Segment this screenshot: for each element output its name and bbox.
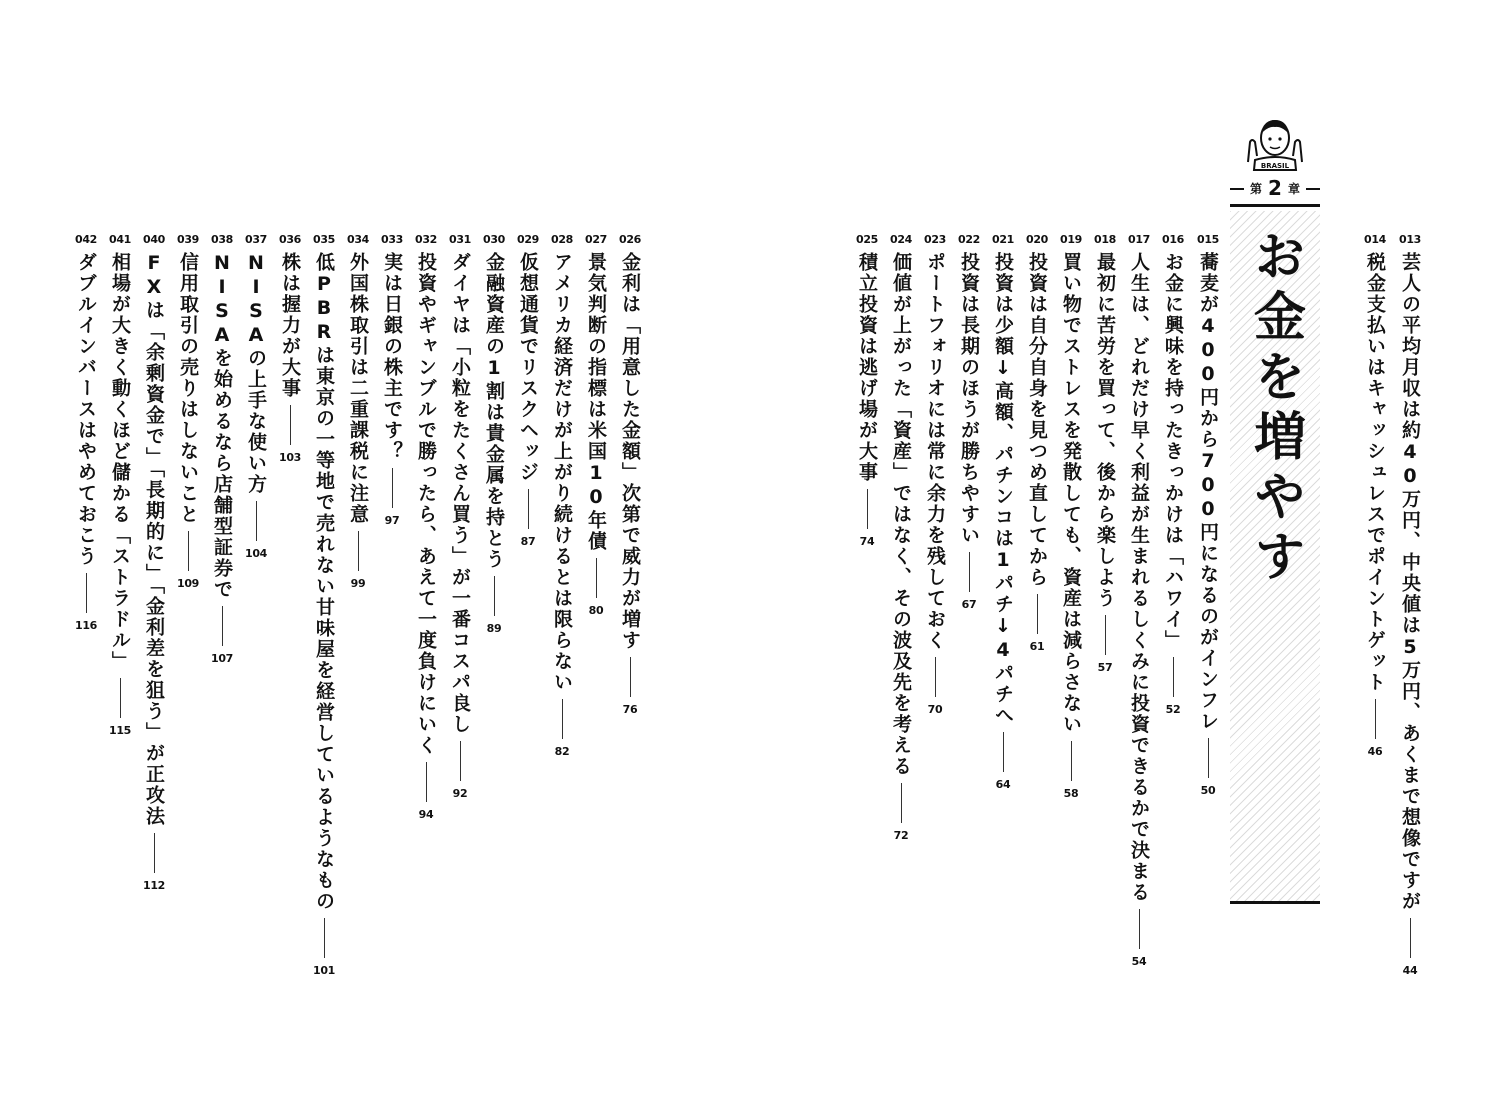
entry-title: 金利は「用意した金額」次第で威力が増す (619, 252, 641, 651)
entry-number: 026 (618, 233, 642, 246)
entry-page: 104 (244, 547, 268, 560)
toc-entry[interactable] (1193, 232, 1223, 797)
toc-entry[interactable] (1360, 232, 1390, 758)
entry-number: 035 (312, 233, 336, 246)
entry-title: 価値が上がった「資産」ではなく、その波及先を考える (890, 252, 912, 777)
leader-line (1003, 732, 1004, 772)
entry-title: 投資は少額↓高額、パチンコは1パチ↓4パチへ (992, 252, 1014, 726)
brasil-badge-text: BRASIL (1260, 162, 1290, 170)
entry-number: 027 (584, 233, 608, 246)
toc-entry[interactable] (377, 232, 407, 527)
chapter-bottom-rule (1230, 901, 1320, 904)
entry-title: ダイヤは「小粒をたくさん買う」が一番コスパ良し (449, 252, 471, 735)
entry-page: 92 (452, 787, 468, 800)
leader-line (969, 552, 970, 592)
toc-entry[interactable] (513, 232, 543, 548)
leader-line (256, 501, 257, 541)
entry-page: 87 (520, 535, 536, 548)
leader-line (426, 762, 427, 802)
chapter-number-line (1230, 178, 1320, 198)
entry-title: 株は握力が大事 (279, 252, 301, 399)
entry-page: 54 (1131, 955, 1147, 968)
entry-number: 015 (1196, 233, 1220, 246)
entry-title: 景気判断の指標は米国10年債 (585, 252, 607, 552)
leader-line (188, 531, 189, 571)
leader-line (630, 657, 631, 697)
chapter-label-suffix: 章 (1287, 181, 1300, 196)
leader-line (1037, 594, 1038, 634)
leader-line (528, 489, 529, 529)
entry-title: 外国株取引は二重課税に注意 (347, 252, 369, 525)
entry-number: 041 (108, 233, 132, 246)
entry-page: 72 (893, 829, 909, 842)
leader-line (290, 405, 291, 445)
entry-page: 44 (1402, 964, 1418, 977)
entry-page: 46 (1367, 745, 1383, 758)
toc-entry[interactable] (1124, 232, 1154, 968)
entry-number: 030 (482, 233, 506, 246)
entry-title: FXは「余剰資金で」「長期的に」「金利差を狙う」が正攻法 (143, 252, 165, 827)
toc-entry[interactable] (411, 232, 441, 821)
entry-page: 67 (961, 598, 977, 611)
entry-number: 017 (1127, 233, 1151, 246)
entry-title: 蕎麦が400円から700円になるのがインフレ (1197, 252, 1219, 732)
entry-page: 89 (486, 622, 502, 635)
leader-line (222, 606, 223, 646)
entry-page: 116 (74, 619, 98, 632)
entry-title: NISAを始めるなら店舗型証券で (211, 252, 233, 600)
entry-page: 101 (312, 964, 336, 977)
entry-page: 64 (995, 778, 1011, 791)
entry-page: 50 (1200, 784, 1216, 797)
entry-number: 019 (1059, 233, 1083, 246)
toc-entry[interactable] (1090, 232, 1120, 674)
entry-title: 最初に苦労を買って、後から楽しよう (1094, 252, 1116, 609)
leader-line (935, 657, 936, 697)
entry-page: 94 (418, 808, 434, 821)
toc-entry[interactable] (886, 232, 916, 842)
entry-title: 投資やギャンブルで勝ったら、あえて一度負けにいく (415, 252, 437, 756)
toc-entry[interactable] (920, 232, 950, 716)
chapter-number: 2 (1268, 176, 1282, 200)
entry-page: 109 (176, 577, 200, 590)
entry-number: 037 (244, 233, 268, 246)
chapter-title: お金を増やす (1244, 229, 1305, 589)
entry-page: 107 (210, 652, 234, 665)
toc-entry[interactable] (547, 232, 577, 758)
leader-line (1071, 741, 1072, 781)
toc-entry[interactable] (581, 232, 611, 617)
entry-number: 042 (74, 233, 98, 246)
toc-entry[interactable] (241, 232, 271, 560)
leader-line (1375, 699, 1376, 739)
entry-number: 020 (1025, 233, 1049, 246)
leader-line (596, 558, 597, 598)
entry-title: 人生は、どれだけ早く利益が生まれるしくみに投資できるかで決まる (1128, 252, 1150, 903)
toc-entry[interactable] (309, 232, 339, 977)
toc-entry[interactable] (1056, 232, 1086, 800)
entry-title: 相場が大きく動くほど儲かる「ストラドル」 (109, 252, 131, 672)
leader-line (901, 783, 902, 823)
toc-entry[interactable] (954, 232, 984, 611)
toc-entry[interactable] (71, 232, 101, 632)
toc-entry[interactable] (207, 232, 237, 665)
leader-line (1139, 909, 1140, 949)
entry-title: 実は日銀の株主です？ (381, 252, 403, 462)
entry-number: 036 (278, 233, 302, 246)
entry-number: 040 (142, 233, 166, 246)
toc-entry[interactable] (615, 232, 645, 716)
leader-line (358, 531, 359, 571)
toc-entry[interactable] (139, 232, 169, 892)
leader-line (1208, 738, 1209, 778)
entry-page: 80 (588, 604, 604, 617)
chapter-label-prefix: 第 (1250, 181, 1263, 196)
entry-number: 031 (448, 233, 472, 246)
leader-line (562, 699, 563, 739)
toc-entry[interactable] (173, 232, 203, 590)
entry-page: 61 (1029, 640, 1045, 653)
chapter-top-rule (1230, 204, 1320, 207)
entry-title: ダブルインバースはやめておこう (75, 252, 97, 567)
entry-title: 積立投資は逃げ場が大事 (856, 252, 878, 483)
entry-page: 52 (1165, 703, 1181, 716)
leader-line (1173, 657, 1174, 697)
toc-entry[interactable] (852, 232, 882, 548)
entry-number: 024 (889, 233, 913, 246)
leader-line (494, 576, 495, 616)
entry-number: 033 (380, 233, 404, 246)
entry-page: 112 (142, 879, 166, 892)
toc-entry[interactable] (1158, 232, 1188, 716)
entry-page: 74 (859, 535, 875, 548)
entry-title: お金に興味を持ったきっかけは「ハワイ」 (1162, 252, 1184, 651)
entry-number: 021 (991, 233, 1015, 246)
entry-number: 023 (923, 233, 947, 246)
entry-page: 99 (350, 577, 366, 590)
leader-line (460, 741, 461, 781)
entry-number: 029 (516, 233, 540, 246)
entry-page: 58 (1063, 787, 1079, 800)
entry-page: 82 (554, 745, 570, 758)
entry-page: 57 (1097, 661, 1113, 674)
entry-number: 028 (550, 233, 574, 246)
entry-title: 仮想通貨でリスクヘッジ (517, 252, 539, 483)
toc-entry[interactable] (105, 232, 135, 737)
leader-line (1105, 615, 1106, 655)
entry-title: 買い物でストレスを発散しても、資産は減らさない (1060, 252, 1082, 735)
toc-entry[interactable] (988, 232, 1018, 791)
entry-page: 97 (384, 514, 400, 527)
entry-title: NISAの上手な使い方 (245, 252, 267, 495)
chapter-header (1230, 112, 1320, 904)
toc-entry[interactable] (445, 232, 475, 800)
entry-number: 013 (1398, 233, 1422, 246)
entry-title: 低PBRは東京の一等地で売れない甘味屋を経営しているようなもの (313, 252, 335, 912)
entry-title: 金融資産の1割は貴金属を持とう (483, 252, 505, 570)
leader-line (867, 489, 868, 529)
entry-number: 014 (1363, 233, 1387, 246)
leader-line (154, 833, 155, 873)
entry-page: 115 (108, 724, 132, 737)
entry-number: 016 (1161, 233, 1185, 246)
entry-title: ポートフォリオには常に余力を残しておく (924, 252, 946, 651)
toc-entry[interactable] (1395, 232, 1425, 977)
entry-title: 信用取引の売りはしないこと (177, 252, 199, 525)
leader-line (324, 918, 325, 958)
entry-page: 70 (927, 703, 943, 716)
entry-title: 投資は長期のほうが勝ちやすい (958, 252, 980, 546)
entry-number: 032 (414, 233, 438, 246)
entry-title: 税金支払いはキャッシュレスでポイントゲット (1364, 252, 1386, 693)
entry-page: 76 (622, 703, 638, 716)
leader-line (1410, 918, 1411, 958)
entry-number: 025 (855, 233, 879, 246)
toc-entry[interactable] (479, 232, 509, 635)
toc-entry[interactable] (343, 232, 373, 590)
entry-title: 芸人の平均月収は約40万円、中央値は5万円、あくまで想像ですが (1399, 252, 1421, 912)
leader-line (120, 678, 121, 718)
entry-number: 018 (1093, 233, 1117, 246)
entry-title: 投資は自分自身を見つめ直してから (1026, 252, 1048, 588)
entry-number: 039 (176, 233, 200, 246)
chapter-title-box (1230, 211, 1320, 901)
entry-title: アメリカ経済だけが上がり続けるとは限らない (551, 252, 573, 693)
entry-number: 022 (957, 233, 981, 246)
author-portrait-icon (1230, 112, 1320, 176)
entry-page: 103 (278, 451, 302, 464)
toc-entry[interactable] (275, 232, 305, 464)
toc-entry[interactable] (1022, 232, 1052, 653)
leader-line (86, 573, 87, 613)
entry-number: 034 (346, 233, 370, 246)
entry-number: 038 (210, 233, 234, 246)
leader-line (392, 468, 393, 508)
